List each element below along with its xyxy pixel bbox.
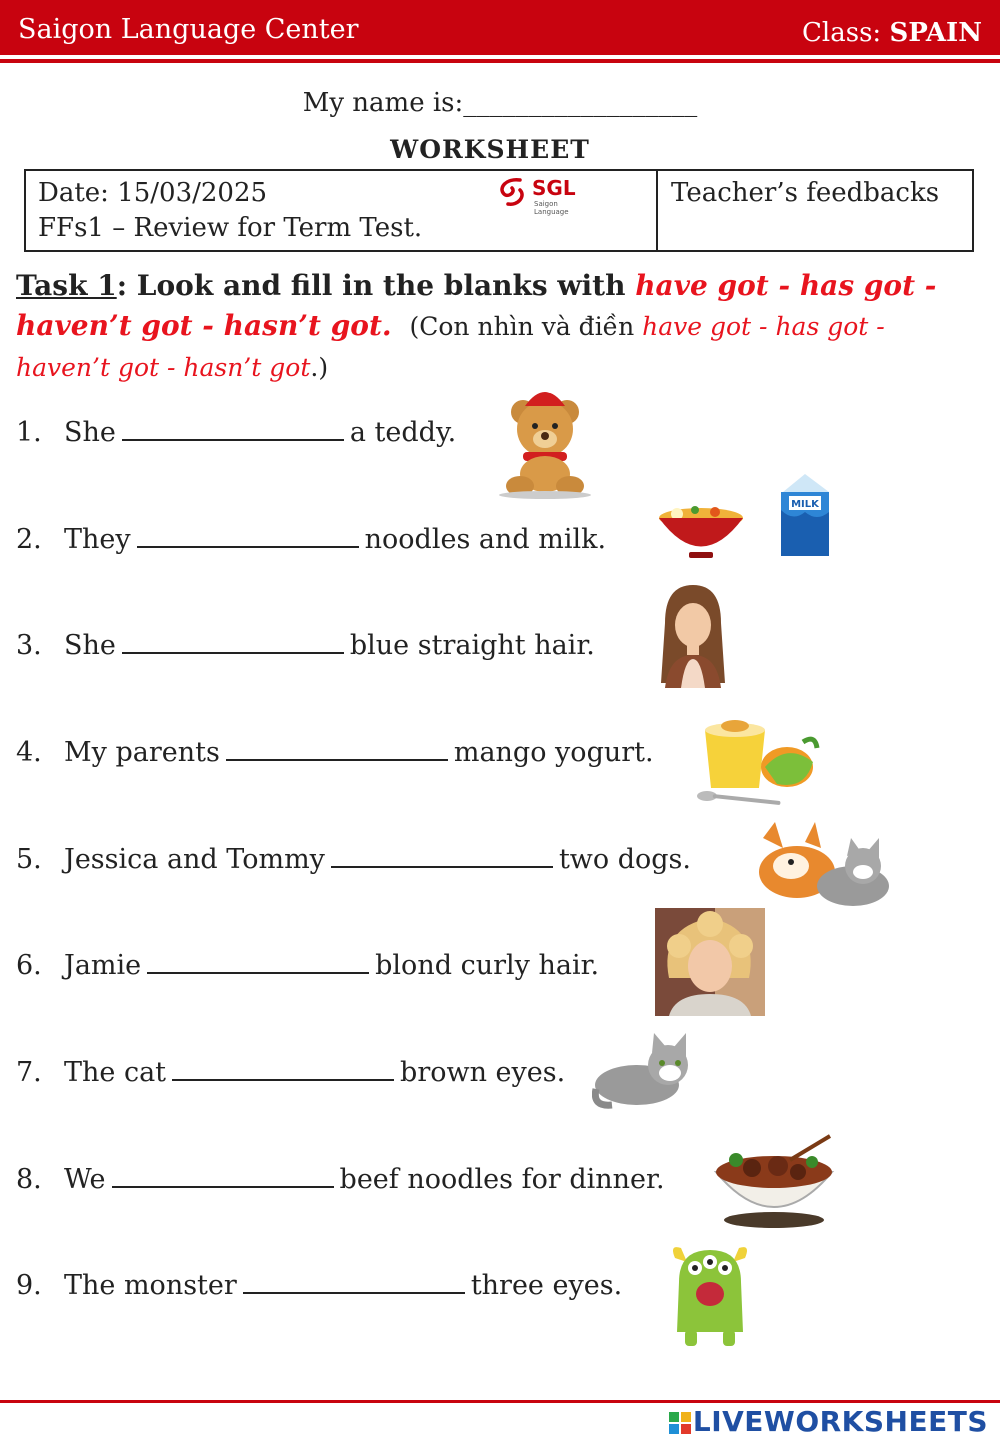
question-1 [16, 417, 456, 448]
answer-blank[interactable] [122, 630, 344, 654]
task-note-open: (Con nhìn và điền [409, 312, 643, 341]
question-number: 4. [16, 737, 42, 768]
question-9 [16, 1270, 622, 1301]
question-text-after: noodles and milk. [364, 524, 607, 555]
question-text-before: She [64, 417, 116, 448]
question-text-after: beef noodles for dinner. [339, 1164, 665, 1195]
task-options: have got - has got - haven’t got - hasn’t got. [16, 269, 937, 342]
question-text-before: They [64, 524, 131, 555]
question-number: 2. [16, 524, 42, 555]
noodle-bowl-icon [655, 500, 747, 562]
svg-text:MILK: MILK [791, 499, 819, 510]
class-value: SPAIN [889, 18, 982, 48]
liveworksheets-text: LIVEWORKSHEETS [692, 1405, 988, 1438]
question-number: 8. [16, 1164, 42, 1195]
beef-noodles-icon [712, 1132, 842, 1230]
info-box [24, 169, 974, 252]
liveworksheets-brand[interactable] [669, 1405, 988, 1438]
question-text-before: Jamie [64, 950, 142, 981]
task-label: Task 1 [16, 269, 117, 302]
question-6 [16, 950, 599, 981]
question-text-after: brown eyes. [400, 1057, 566, 1088]
info-divider [656, 171, 658, 250]
question-5 [16, 844, 691, 875]
question-number: 9. [16, 1270, 42, 1301]
class-label [802, 18, 982, 48]
answer-blank[interactable] [112, 1164, 334, 1188]
milk-carton-icon [775, 470, 837, 560]
question-4 [16, 737, 654, 768]
sgl-logo [494, 176, 594, 216]
question-text-after: blue straight hair. [349, 630, 595, 661]
question-3 [16, 630, 595, 661]
question-text-before: She [64, 630, 116, 661]
name-line[interactable]: My name is:__________________ [302, 88, 698, 118]
answer-blank[interactable] [137, 524, 359, 548]
question-text-before: The cat [64, 1057, 167, 1088]
header-bar [0, 0, 1000, 55]
footer-divider [0, 1400, 1000, 1403]
header-divider [0, 59, 1000, 63]
question-text-after: mango yogurt. [453, 737, 654, 768]
answer-blank[interactable] [243, 1270, 465, 1294]
question-7 [16, 1057, 565, 1088]
question-2 [16, 524, 606, 555]
question-text-before: My parents [64, 737, 220, 768]
task-note-options: have got - has got - haven’t got - hasn’t got [16, 312, 885, 382]
question-text-after: three eyes. [470, 1270, 623, 1301]
liveworksheets-logo-icon [669, 1412, 691, 1434]
task-note-close: .) [310, 353, 329, 382]
mango-yogurt-icon [695, 712, 820, 807]
girl-long-hair-icon [655, 583, 731, 688]
question-number: 5. [16, 844, 42, 875]
answer-blank[interactable] [226, 737, 448, 761]
answer-blank[interactable] [147, 950, 369, 974]
question-text-after: a teddy. [349, 417, 457, 448]
class-label-text: Class: [802, 18, 882, 48]
question-text-before: The monster [64, 1270, 237, 1301]
question-text-before: We [64, 1164, 106, 1195]
task-instruction-text: : Look and fill in the blanks with [116, 269, 636, 302]
question-text-after: two dogs. [558, 844, 691, 875]
question-8 [16, 1164, 665, 1195]
answer-blank[interactable] [122, 417, 344, 441]
answer-blank[interactable] [172, 1057, 394, 1081]
question-number: 7. [16, 1057, 42, 1088]
answer-blank[interactable] [331, 844, 553, 868]
center-name: Saigon Language Center [18, 14, 359, 45]
question-number: 3. [16, 630, 42, 661]
task-instruction [16, 266, 976, 388]
monster-icon [665, 1242, 755, 1350]
teddy-bear-icon [495, 384, 595, 499]
question-number: 6. [16, 950, 42, 981]
question-number: 1. [16, 417, 42, 448]
worksheet-title: WORKSHEET [390, 135, 590, 164]
curly-hair-boy-icon [655, 908, 765, 1016]
cat-icon [592, 1033, 702, 1111]
question-text-before: Jessica and Tommy [64, 844, 325, 875]
teacher-feedback-label: Teacher’s feedbacks [671, 178, 940, 208]
logo-subtext: Saigon Language [534, 200, 569, 216]
logo-text: SGL [532, 176, 576, 200]
question-text-after: blond curly hair. [375, 950, 600, 981]
course-text: FFs1 – Review for Term Test. [38, 213, 423, 243]
date-text: Date: 15/03/2025 [38, 178, 268, 208]
sgl-logo-icon [494, 176, 530, 208]
dog-cat-icon [755, 820, 900, 912]
